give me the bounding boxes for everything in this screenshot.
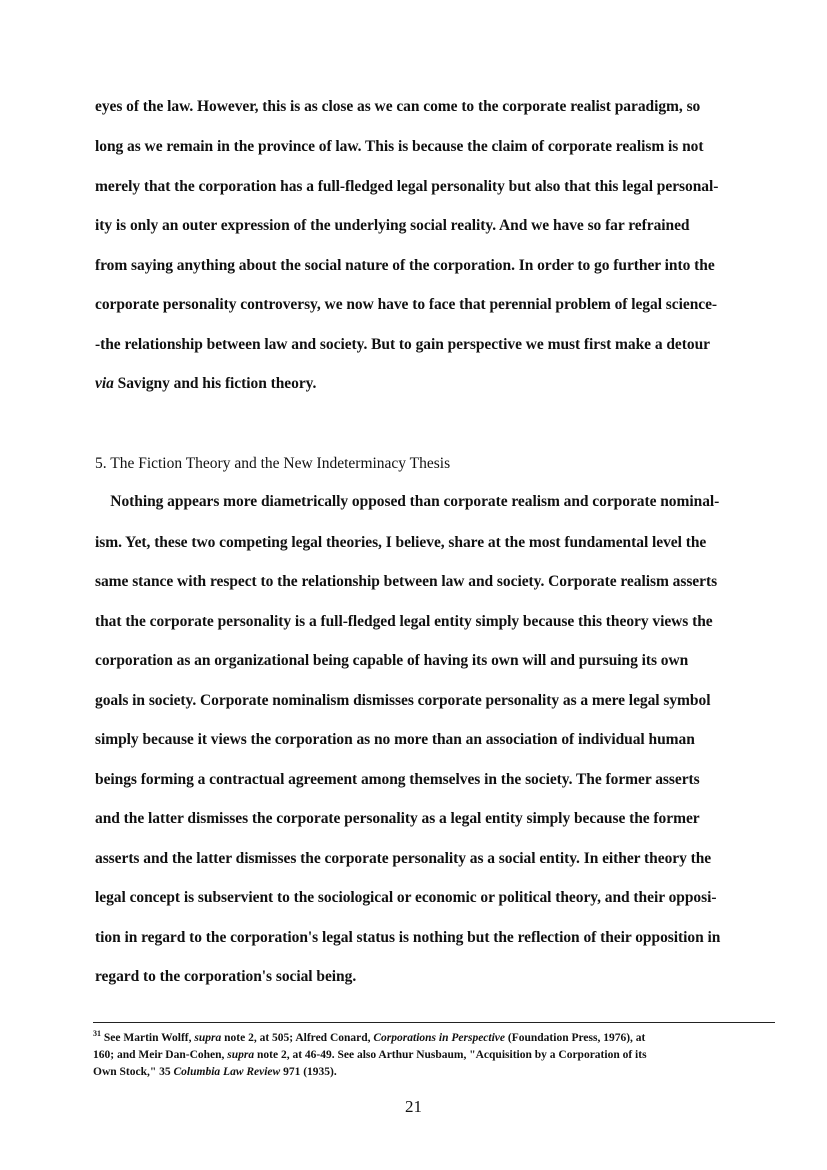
paragraph1-line-6: corporate personality controversy, we now have to face that perennial problem of legal science- xyxy=(95,296,718,313)
paragraph1-line-8 xyxy=(95,374,785,394)
page-number: 21 xyxy=(405,1097,422,1116)
footnote-text: See Martin Wolff, xyxy=(101,1032,195,1044)
footnote-italic-title: Corporations in Perspective xyxy=(373,1032,506,1044)
footnote-text: 160; and Meir Dan-Cohen, xyxy=(93,1049,228,1061)
paragraph2-line-11: legal concept is subservient to the sociological or economic or political theory, and their opposi- xyxy=(95,889,717,906)
paragraph2-line-13: regard to the corporation's social being. xyxy=(95,968,357,985)
footnote-text: note 2, at 46-49. See also Arthur Nusbaum, "Acquisition by a Corporation of its xyxy=(254,1049,647,1061)
paragraph1-line-2: long as we remain in the province of law. This is because the claim of corporate realism is not xyxy=(95,138,704,155)
footnote-text: note 2, at 505; Alfred Conard, xyxy=(221,1032,374,1044)
paragraph2-line-8: beings forming a contractual agreement among themselves in the society. The former asserts xyxy=(95,771,700,788)
paragraph1-line-8-rest: Savigny and his fiction theory. xyxy=(113,375,317,392)
paragraph2-line-7: simply because it views the corporation as no more than an association of individual human xyxy=(95,731,695,748)
paragraph2-line-5: corporation as an organizational being capable of having its own will and pursuing its own xyxy=(95,652,689,669)
footnote-marker: 31 xyxy=(93,1029,101,1039)
section-heading: 5. The Fiction Theory and the New Indeterminacy Thesis xyxy=(95,455,451,472)
footnote-separator xyxy=(93,1022,775,1023)
paragraph1-line-4: ity is only an outer expression of the underlying social reality. And we have so far refrained xyxy=(95,217,690,234)
footnote-text: Own Stock," 35 xyxy=(93,1066,174,1078)
footnote-line-1 xyxy=(93,1030,783,1046)
paragraph2-line-9: and the latter dismisses the corporate personality as a legal entity simply because the former xyxy=(95,810,700,827)
footnote-text: (Foundation Press, 1976), at xyxy=(505,1032,646,1044)
footnote-italic: supra xyxy=(227,1049,255,1061)
paragraph1-line-7: -the relationship between law and society. But to gain perspective we must first make a detour xyxy=(95,336,710,353)
footnote-italic-title: Columbia Law Review xyxy=(173,1066,281,1078)
paragraph1-line-3: merely that the corporation has a full-fledged legal personality but also that this legal personal- xyxy=(95,178,719,195)
footnote-line-2 xyxy=(93,1047,783,1063)
footnote-text: 971 (1935). xyxy=(280,1066,337,1078)
paragraph1-line-5: from saying anything about the social nature of the corporation. In order to go further into the xyxy=(95,257,715,274)
paragraph2-line-12: tion in regard to the corporation's legal status is nothing but the reflection of their opposition in xyxy=(95,929,721,946)
paragraph2-line-6: goals in society. Corporate nominalism dismisses corporate personality as a mere legal symbol xyxy=(95,692,711,709)
paragraph2-line-2: ism. Yet, these two competing legal theories, I believe, share at the most fundamental level the xyxy=(95,534,707,551)
paragraph1-line-1: eyes of the law. However, this is as close as we can come to the corporate realist paradigm, so xyxy=(95,98,701,115)
italic-via: via xyxy=(95,375,114,392)
paragraph2-line-4: that the corporate personality is a full-fledged legal entity simply because this theory views the xyxy=(95,613,713,630)
paragraph2-line-1: Nothing appears more diametrically opposed than corporate realism and corporate nominal- xyxy=(95,493,720,510)
paragraph2-line-3: same stance with respect to the relationship between law and society. Corporate realism asserts xyxy=(95,573,718,590)
paragraph2-line-10: asserts and the latter dismisses the corporate personality as a social entity. In either theory the xyxy=(95,850,712,867)
footnote-line-3 xyxy=(93,1064,783,1080)
footnote-italic: supra xyxy=(194,1032,222,1044)
